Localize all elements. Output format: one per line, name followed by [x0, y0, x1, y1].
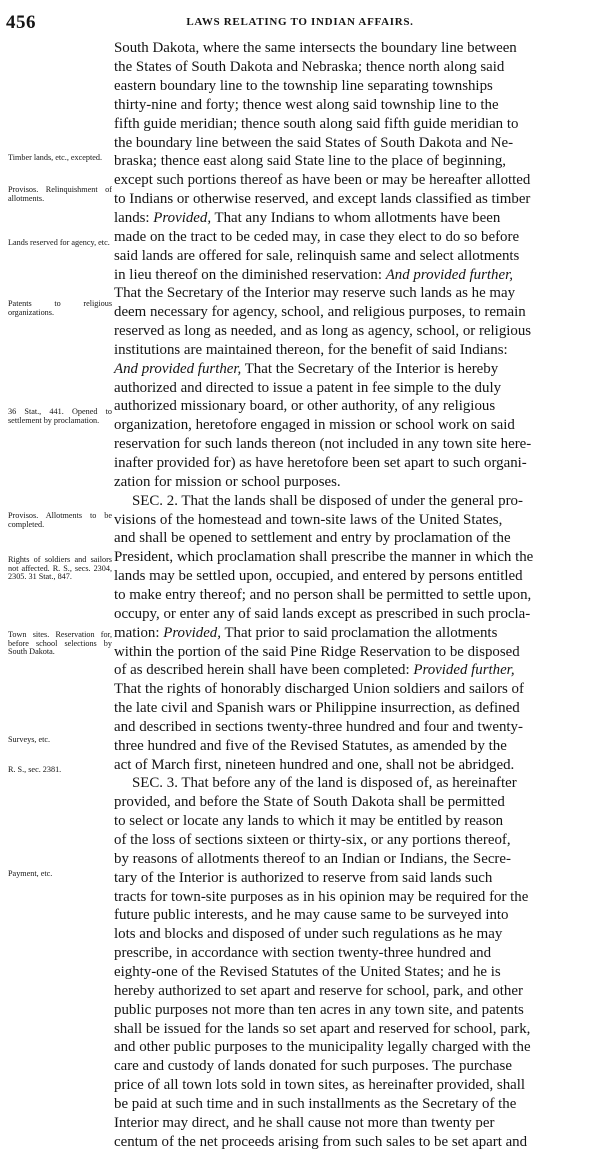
text-line: zation for mission or school purposes.: [114, 473, 341, 490]
text-line: President, which proclamation shall prescribe the manner in which the: [114, 549, 534, 566]
margin-note: Town sites. Reservation for, before school selections by South Dakota.: [8, 630, 112, 656]
text-line: future public interests, and he may cause same to be surveyed into: [114, 907, 509, 924]
text-line: [114, 209, 596, 228]
text-line: be paid at such time and in such installments as the Secretary of the: [114, 1095, 517, 1112]
text-line: inafter provided for) as have heretofore been set apart to such organi-: [114, 455, 527, 471]
text-line: made on the tract to be ceded may, in case they elect to do so before: [114, 228, 520, 245]
text-segment: in lieu thereof on the diminished reservation:: [114, 266, 386, 283]
text-line: deem necessary for agency, school, and religious purposes, to remain: [114, 304, 526, 321]
text-line: [114, 360, 596, 379]
margin-note: R. S., sec. 2381.: [8, 765, 62, 774]
margin-note: Rights of soldiers and sailors not affected. R. S., secs. 2304, 2305. 31 Stat., 847.: [8, 555, 112, 581]
margin-note: Surveys, etc.: [8, 735, 51, 744]
text-line: reservation for such lands thereon (not included in any town site here-: [114, 436, 532, 453]
text-line: fifth guide meridian; thence south along said fifth guide meridian to: [114, 115, 519, 132]
body-text: [114, 0, 596, 1150]
text-line: reserved as long as needed, and as long as agency, school, or religious: [114, 323, 532, 340]
text-line: to make entry thereof; and no person shall be permitted to settle upon,: [114, 586, 532, 603]
text-line: institutions are maintained thereon, for the benefit of said Indians:: [114, 341, 508, 358]
text-line: of the loss of sections sixteen or thirty-six, or any portions thereof,: [114, 832, 511, 848]
text-line: authorized and directed to issue a patent in fee simple to the duly: [114, 379, 502, 396]
text-line: public purposes not more than ten acres in any town site, and patents: [114, 1001, 524, 1018]
text-line: occupy, or enter any of said lands except as prescribed in such procla-: [114, 605, 531, 622]
text-line: and described in sections twenty-three hundred and four and twenty-: [114, 718, 523, 735]
text-line: hereby authorized to set apart and reserve for school, park, and other: [114, 982, 523, 999]
text-segment: That the Secretary of the Interior is hereby: [241, 360, 499, 377]
page-number: 456: [6, 12, 36, 33]
text-line: That the rights of honorably discharged Union soldiers and sailors of: [114, 681, 524, 698]
text-line: price of all town lots sold in town sites, as hereinafter provided, shall: [114, 1077, 526, 1094]
text-line: visions of the homestead and town-site laws of the United States,: [114, 511, 503, 528]
margin-note: Provisos. Allotments to be completed.: [8, 511, 112, 529]
text-line: eighty-one of the Revised Statutes of the United States; and he is: [114, 963, 501, 980]
text-line: to Indians or otherwise reserved, and except lands classified as timber: [114, 191, 531, 208]
margin-notes: [8, 0, 112, 939]
text-line: braska; thence east along said State line to the place of beginning,: [114, 153, 506, 170]
text-line: lots and blocks and disposed of under such regulations as he may: [114, 926, 503, 943]
text-line: lands may be settled upon, occupied, and entered by persons entitled: [114, 568, 523, 585]
text-line: care and custody of lands donated for such purposes. The purchase: [114, 1058, 512, 1075]
italic-proviso: And provided further,: [114, 360, 242, 377]
text-line: said lands are offered for sale, relinquish same and select allotments: [114, 247, 520, 264]
margin-note: Lands reserved for agency, etc.: [8, 238, 110, 247]
margin-note: Timber lands, etc., excepted.: [8, 153, 103, 162]
text-line: the States of South Dakota and Nebraska; thence north along said: [114, 59, 505, 76]
text-line: That the Secretary of the Interior may reserve such lands as he may: [114, 285, 516, 302]
text-line: and other public purposes to the municipality legally charged with the: [114, 1039, 531, 1056]
margin-note: Patents to religious organizations.: [8, 299, 112, 317]
text-line: provided, and before the State of South Dakota shall be permitted: [114, 794, 505, 811]
text-line: eastern boundary line to the township line separating townships: [114, 78, 493, 94]
text-line: SEC. 2. That the lands shall be disposed of under the general pro-: [132, 492, 523, 509]
margin-note: 36 Stat., 441. Opened to settlement by proclamation.: [8, 407, 112, 425]
italic-proviso: Provided,: [153, 209, 212, 226]
italic-proviso: And provided further,: [385, 266, 513, 283]
text-line: the late civil and Spanish wars or Philippine insurrection, as defined: [114, 700, 520, 717]
text-line: SEC. 3. That before any of the land is disposed of, as hereinafter: [132, 775, 517, 792]
italic-proviso: Provided further,: [413, 662, 515, 679]
text-line: prescribe, in accordance with section twenty-three hundred and: [114, 945, 492, 962]
text-line: [114, 661, 596, 680]
text-line: three hundred and five of the Revised Statutes, as amended by the: [114, 737, 507, 754]
running-head: LAWS RELATING TO INDIAN AFFAIRS.: [186, 16, 414, 28]
text-line: except such portions thereof as have been or may be hereafter allotted: [114, 172, 531, 189]
margin-note: Provisos. Relinquishment of allotments.: [8, 185, 112, 203]
text-line: by reasons of allotments thereof to an Indian or Indians, the Secre-: [114, 850, 511, 867]
text-segment: That prior to said proclamation the allotments: [220, 624, 498, 641]
text-line: authorized missionary board, or other authority, of any religious: [114, 398, 496, 415]
text-line: South Dakota, where the same intersects the boundary line between: [114, 40, 517, 57]
text-line: centum of the net proceeds arising from such sales to be set apart and: [114, 1133, 528, 1150]
text-line: the boundary line between the said States of South Dakota and Ne-: [114, 134, 514, 151]
text-line: Interior may direct, and he shall cause not more than twenty per: [114, 1114, 495, 1131]
text-line: thirty-nine and forty; thence west along said township line to the: [114, 96, 499, 113]
text-line: and shall be opened to settlement and entry by proclamation of the: [114, 530, 511, 547]
text-line: tary of the Interior is authorized to reserve from said lands such: [114, 869, 493, 886]
text-segment: mation:: [114, 624, 164, 641]
text-line: shall be issued for the lands so set apart and reserved for school, park,: [114, 1020, 531, 1037]
text-line: act of March first, nineteen hundred and one, shall not be abridged.: [114, 756, 515, 773]
text-segment: That any Indians to whom allotments have been: [211, 209, 501, 226]
text-line: [114, 266, 596, 285]
text-line: [114, 624, 596, 643]
italic-proviso: Provided,: [163, 624, 221, 641]
text-segment: lands:: [114, 209, 154, 226]
text-line: tracts for town-site purposes as in his opinion may be required for the: [114, 888, 529, 905]
text-line: within the portion of the said Pine Ridge Reservation to be disposed: [114, 643, 520, 660]
text-line: to select or locate any lands to which it may be entitled by reason: [114, 813, 504, 830]
text-line: organization, heretofore engaged in mission or school work on said: [114, 417, 515, 434]
margin-note: Payment, etc.: [8, 869, 53, 878]
text-segment: of as described herein shall have been completed:: [114, 662, 414, 679]
